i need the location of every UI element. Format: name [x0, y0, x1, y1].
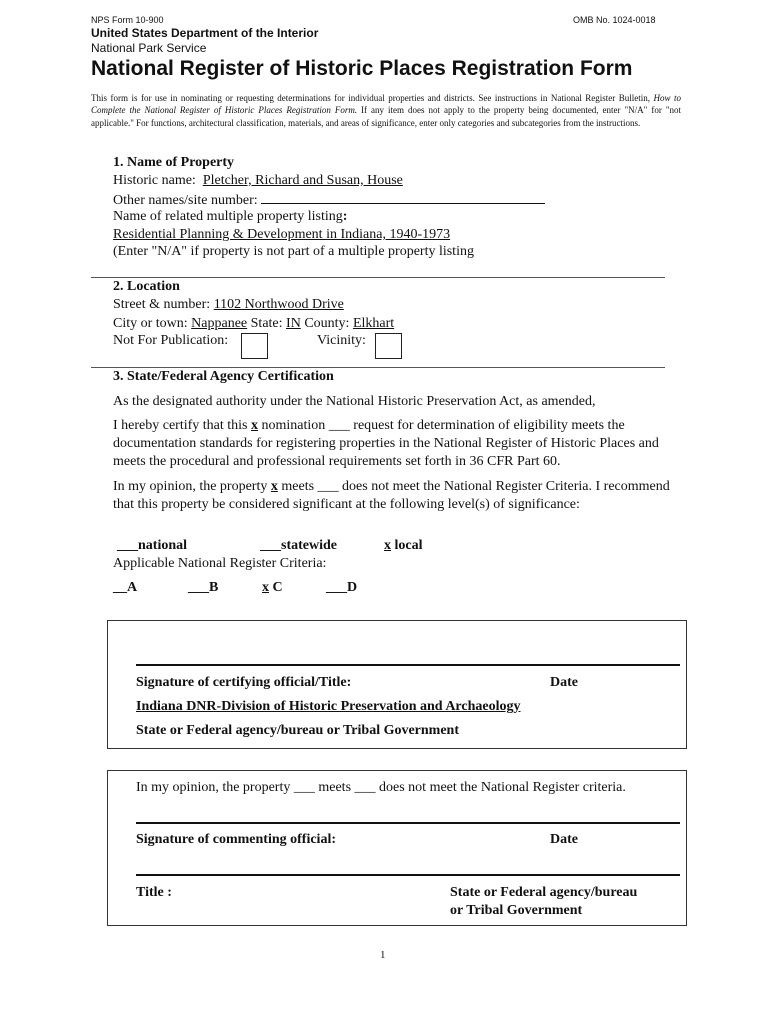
commenting-agency-line1: State or Federal agency/bureau	[450, 885, 638, 900]
historic-name-label: Historic name:	[113, 173, 196, 188]
historic-name-row	[113, 173, 403, 189]
multiple-listing-note: (Enter "N/A" if property is not part of a multiple property listing	[113, 244, 474, 259]
other-names-label: Other names/site number:	[113, 193, 258, 208]
comment-opinion: In my opinion, the property ___ meets ___ does not meet the National Register criteria.	[136, 780, 626, 795]
vicinity-checkbox[interactable]	[375, 333, 402, 359]
level-local[interactable]: x local	[384, 538, 423, 553]
street-label: Street & number:	[113, 297, 211, 312]
vicinity-label: Vicinity:	[317, 333, 366, 348]
not-for-publication-checkbox[interactable]	[241, 333, 268, 359]
street-value: 1102 Northwood Drive	[213, 297, 344, 312]
meets-mark: x	[270, 479, 278, 494]
section-1-heading: 1. Name of Property	[113, 155, 235, 170]
certifying-signature-label: Signature of certifying official/Title:	[136, 675, 352, 690]
state-value: IN	[286, 316, 301, 331]
intro-paragraph: This form is for use in nominating or requesting determinations for individual properties and districts. See instructions in National Register Bulletin, How to Complete the National Register of Historic Places Registration Form. If any item does not apply to the property being documented, enter "N/A" for "not applicable." For functions, architectural classification, materials, and areas of significance, enter only categories and subcategories from the instructions.	[91, 93, 681, 128]
certifying-agency-value: Indiana DNR-Division of Historic Preservation and Archaeology	[136, 699, 521, 714]
criterion-c[interactable]: x C	[262, 580, 283, 595]
city-value: Nappanee	[191, 316, 248, 331]
commenting-title-label: Title :	[136, 885, 172, 900]
level-national[interactable]: ___national	[117, 538, 188, 553]
bulletin-title: How to Complete the National Register of Historic Places Registration Form.	[91, 93, 681, 116]
commenting-signature-label: Signature of commenting official:	[136, 832, 336, 847]
page-title: National Register of Historic Places Registration Form	[91, 57, 633, 80]
omb-number: OMB No. 1024-0018	[573, 15, 656, 25]
criterion-d[interactable]: ___D	[326, 580, 358, 595]
certifying-agency-label: State or Federal agency/bureau or Tribal Government	[136, 723, 460, 738]
street-row	[113, 297, 344, 313]
section-2-heading: 2. Location	[113, 279, 180, 294]
nhpa-statement: As the designated authority under the National Historic Preservation Act, as amended,	[113, 394, 596, 409]
divider	[91, 277, 665, 278]
state-label: State:	[250, 316, 283, 331]
nomination-mark: x	[251, 418, 259, 433]
multiple-listing-row: Name of related multiple property listing:	[113, 209, 348, 224]
criterion-b[interactable]: ___B	[188, 580, 219, 595]
commenting-date-label: Date	[550, 832, 578, 847]
not-for-publication-label: Not For Publication:	[113, 333, 229, 348]
divider	[91, 367, 665, 368]
section-3-heading: 3. State/Federal Agency Certification	[113, 369, 334, 384]
certification-paragraph: I hereby certify that this x nomination ___ request for determination of eligibility meets the documentation standards for registering properties in the National Register of Historic Places and meets the procedural and professional requirements set forth in 36 CFR Part 60.	[113, 418, 659, 469]
other-names-row	[113, 191, 545, 209]
title-line[interactable]	[136, 874, 680, 876]
city-row	[113, 316, 394, 332]
service-name: National Park Service	[91, 41, 207, 55]
county-value: Elkhart	[352, 316, 395, 331]
opinion-paragraph: In my opinion, the property x meets ___ does not meet the National Register Criteria. I recommend that this property be considered significant at the following level(s) of significance:	[113, 479, 670, 512]
page-number: 1	[380, 949, 386, 961]
county-label: County:	[304, 316, 350, 331]
multiple-listing-label: Name of related multiple property listing	[113, 209, 343, 224]
commenting-signature-line[interactable]	[136, 822, 680, 824]
department-name: United States Department of the Interior	[91, 26, 319, 40]
certifying-signature-line[interactable]	[136, 664, 680, 666]
commenting-agency-line2: or Tribal Government	[450, 903, 583, 918]
multiple-listing-value: Residential Planning & Development in Indiana, 1940-1973	[113, 227, 451, 242]
criteria-label: Applicable National Register Criteria:	[113, 556, 327, 571]
criterion-a[interactable]: __A	[113, 580, 138, 595]
city-label: City or town:	[113, 316, 188, 331]
certifying-date-label: Date	[550, 675, 578, 690]
form-number: NPS Form 10-900	[91, 15, 164, 25]
other-names-field[interactable]	[261, 191, 545, 204]
historic-name-value: Pletcher, Richard and Susan, House	[202, 173, 403, 188]
level-statewide[interactable]: ___statewide	[260, 538, 337, 553]
